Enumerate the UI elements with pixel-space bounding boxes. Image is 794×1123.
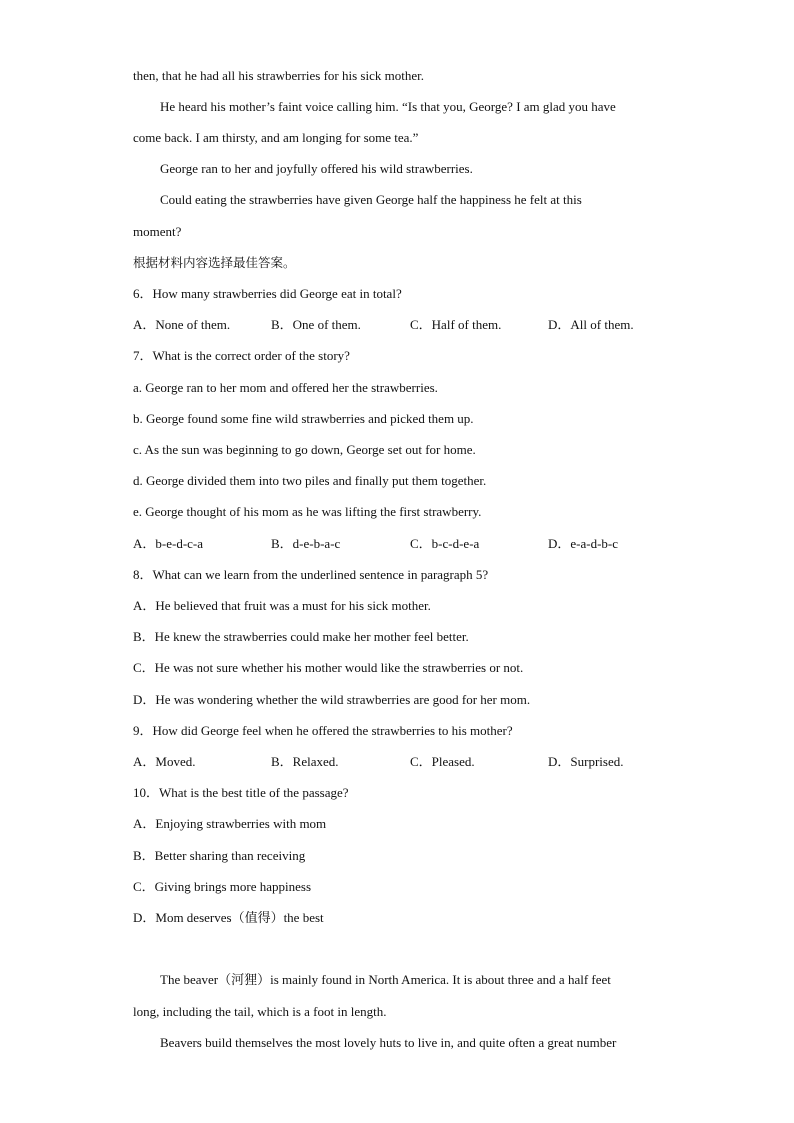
question-6-option-b: B．One of them. — [271, 317, 361, 332]
question-7-option-c: C．b-c-d-e-a — [410, 536, 480, 551]
question-7-option-b: B．d-e-b-a-c — [271, 536, 341, 551]
passage2-line-1: The beaver（河狸）is mainly found in North America. It is about three and a half feet — [160, 972, 611, 987]
question-9-option-d: D．Surprised. — [548, 754, 624, 769]
question-10-stem: 10．What is the best title of the passage? — [133, 785, 349, 800]
question-9-option-b: B．Relaxed. — [271, 754, 339, 769]
question-7-option-a: A．b-e-d-c-a — [133, 536, 204, 551]
passage1-line-3: come back. I am thirsty, and am longing for some tea.” — [133, 130, 419, 145]
question-10-option-a: A．Enjoying strawberries with mom — [133, 816, 327, 831]
question-7-event-c: c. As the sun was beginning to go down, George set out for home. — [133, 442, 476, 457]
question-9-stem: 9．How did George feel when he offered the strawberries to his mother? — [133, 723, 513, 738]
question-10-option-c: C．Giving brings more happiness — [133, 879, 312, 894]
question-7-event-d: d. George divided them into two piles and finally put them together. — [133, 473, 487, 488]
passage1-line-5: Could eating the strawberries have given George half the happiness he felt at this — [160, 192, 582, 207]
question-9-option-c: C．Pleased. — [410, 754, 475, 769]
passage2-line-3: Beavers build themselves the most lovely huts to live in, and quite often a great number — [160, 1035, 617, 1050]
question-8-option-c: C．He was not sure whether his mother would like the strawberries or not. — [133, 660, 524, 675]
question-8-option-a: A．He believed that fruit was a must for his sick mother. — [133, 598, 431, 613]
passage2-line-2: long, including the tail, which is a foot in length. — [133, 1004, 387, 1019]
question-9-option-a: A．Moved. — [133, 754, 196, 769]
section-instruction: 根据材料内容选择最佳答案。 — [133, 255, 296, 270]
passage1-line-1: then, that he had all his strawberries for his sick mother. — [133, 68, 424, 83]
question-6-option-c: C．Half of them. — [410, 317, 502, 332]
question-7-event-b: b. George found some fine wild strawberries and picked them up. — [133, 411, 474, 426]
question-8-option-d: D．He was wondering whether the wild strawberries are good for her mom. — [133, 692, 531, 707]
question-6-option-d: D．All of them. — [548, 317, 634, 332]
passage1-line-2: He heard his mother’s faint voice calling him. “Is that you, George? I am glad you have — [160, 99, 616, 114]
question-7-event-e: e. George thought of his mom as he was lifting the first strawberry. — [133, 504, 482, 519]
question-6-stem: 6．How many strawberries did George eat in total? — [133, 286, 402, 301]
passage1-line-6: moment? — [133, 224, 182, 239]
question-10-option-b: B．Better sharing than receiving — [133, 848, 306, 863]
question-8-option-b: B．He knew the strawberries could make her mother feel better. — [133, 629, 469, 644]
question-7-event-a: a. George ran to her mom and offered her the strawberries. — [133, 380, 438, 395]
question-10-option-d: D．Mom deserves（值得）the best — [133, 910, 324, 925]
question-7-option-d: D．e-a-d-b-c — [548, 536, 619, 551]
passage1-line-4: George ran to her and joyfully offered his wild strawberries. — [160, 161, 473, 176]
question-8-stem: 8．What can we learn from the underlined sentence in paragraph 5? — [133, 567, 489, 582]
question-6-option-a: A．None of them. — [133, 317, 231, 332]
question-7-stem: 7．What is the correct order of the story? — [133, 348, 350, 363]
